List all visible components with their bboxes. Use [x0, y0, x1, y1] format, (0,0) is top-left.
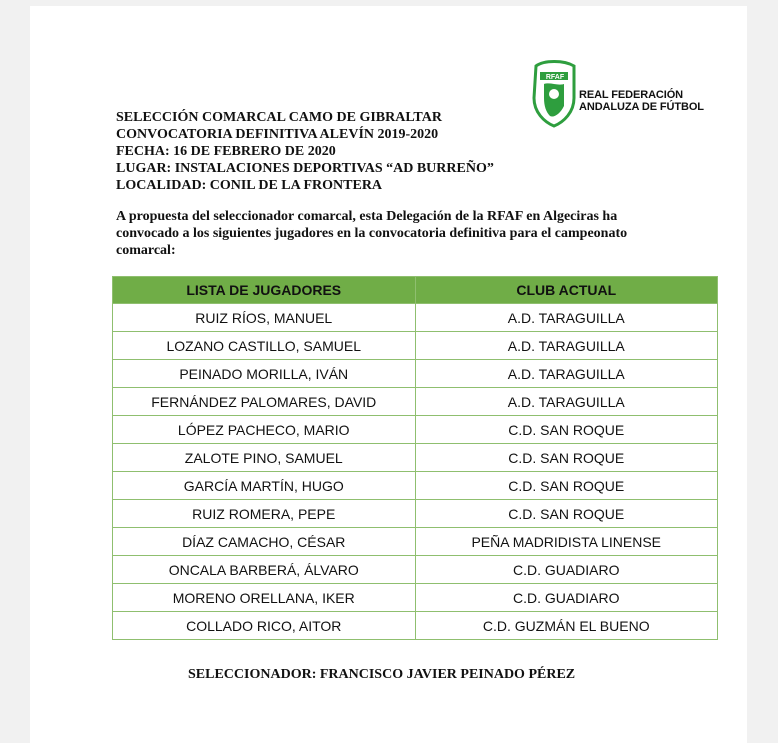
player-club: A.D. TARAGUILLA — [415, 360, 718, 388]
player-name: COLLADO RICO, AITOR — [113, 612, 416, 640]
player-club: C.D. GUADIARO — [415, 584, 718, 612]
header-locality-line: LOCALIDAD: CONIL DE LA FRONTERA — [116, 178, 383, 193]
player-club: PEÑA MADRIDISTA LINENSE — [415, 528, 718, 556]
header-selection-line: SELECCIÓN COMARCAL CAMO DE GIBRALTAR — [116, 110, 442, 125]
table-row — [113, 584, 718, 612]
coach-signature-line: SELECCIONADOR: FRANCISCO JAVIER PEINADO PÉREZ — [188, 667, 576, 682]
player-name: MORENO ORELLANA, IKER — [113, 584, 416, 612]
player-club: A.D. TARAGUILLA — [415, 332, 718, 360]
table-row — [113, 444, 718, 472]
player-name: ONCALA BARBERÁ, ÁLVARO — [113, 556, 416, 584]
column-header-players: LISTA DE JUGADORES — [113, 277, 416, 304]
player-club: C.D. SAN ROQUE — [415, 500, 718, 528]
player-name: RUIZ ROMERA, PEPE — [113, 500, 416, 528]
player-name: ZALOTE PINO, SAMUEL — [113, 444, 416, 472]
player-club: A.D. TARAGUILLA — [415, 304, 718, 332]
player-club: C.D. SAN ROQUE — [415, 472, 718, 500]
header-date-line: FECHA: 16 DE FEBRERO DE 2020 — [116, 144, 336, 159]
player-name: RUIZ RÍOS, MANUEL — [113, 304, 416, 332]
federation-name — [579, 89, 704, 113]
column-header-club: CLUB ACTUAL — [415, 277, 718, 304]
player-name: DÍAZ CAMACHO, CÉSAR — [113, 528, 416, 556]
header-convocation-line: CONVOCATORIA DEFINITIVA ALEVÍN 2019-2020 — [116, 127, 439, 142]
player-name: LÓPEZ PACHECO, MARIO — [113, 416, 416, 444]
table-row — [113, 528, 718, 556]
players-table — [112, 276, 718, 640]
table-row — [113, 360, 718, 388]
document-header — [116, 109, 494, 194]
table-row — [113, 612, 718, 640]
table-header-row — [113, 277, 718, 304]
player-name: FERNÁNDEZ PALOMARES, DAVID — [113, 388, 416, 416]
table-row — [113, 556, 718, 584]
table-row — [113, 388, 718, 416]
player-name: PEINADO MORILLA, IVÁN — [113, 360, 416, 388]
player-club: C.D. SAN ROQUE — [415, 416, 718, 444]
table-row — [113, 416, 718, 444]
player-name: LOZANO CASTILLO, SAMUEL — [113, 332, 416, 360]
table-row — [113, 304, 718, 332]
rfaf-emblem-text: RFAF — [545, 74, 565, 81]
player-name: GARCÍA MARTÍN, HUGO — [113, 472, 416, 500]
table-row — [113, 332, 718, 360]
document-page — [30, 6, 747, 743]
header-place-line: LUGAR: INSTALACIONES DEPORTIVAS “AD BURREÑO” — [116, 161, 494, 176]
federation-name-line2: ANDALUZA DE FÚTBOL — [579, 101, 704, 113]
table-row — [113, 472, 718, 500]
federation-name-line1: REAL FEDERACIÓN — [579, 89, 684, 101]
intro-paragraph: A propuesta del seleccionador comarcal, esta Delegación de la RFAF en Algeciras ha convocado a los siguientes jugadores en la convocatoria definitiva para el campeonato comarcal: — [116, 209, 628, 258]
player-club: C.D. GUZMÁN EL BUENO — [415, 612, 718, 640]
player-club: A.D. TARAGUILLA — [415, 388, 718, 416]
table-row — [113, 500, 718, 528]
player-club: C.D. SAN ROQUE — [415, 444, 718, 472]
rfaf-logo — [530, 58, 704, 128]
rfaf-emblem-icon — [530, 58, 578, 128]
player-club: C.D. GUADIARO — [415, 556, 718, 584]
